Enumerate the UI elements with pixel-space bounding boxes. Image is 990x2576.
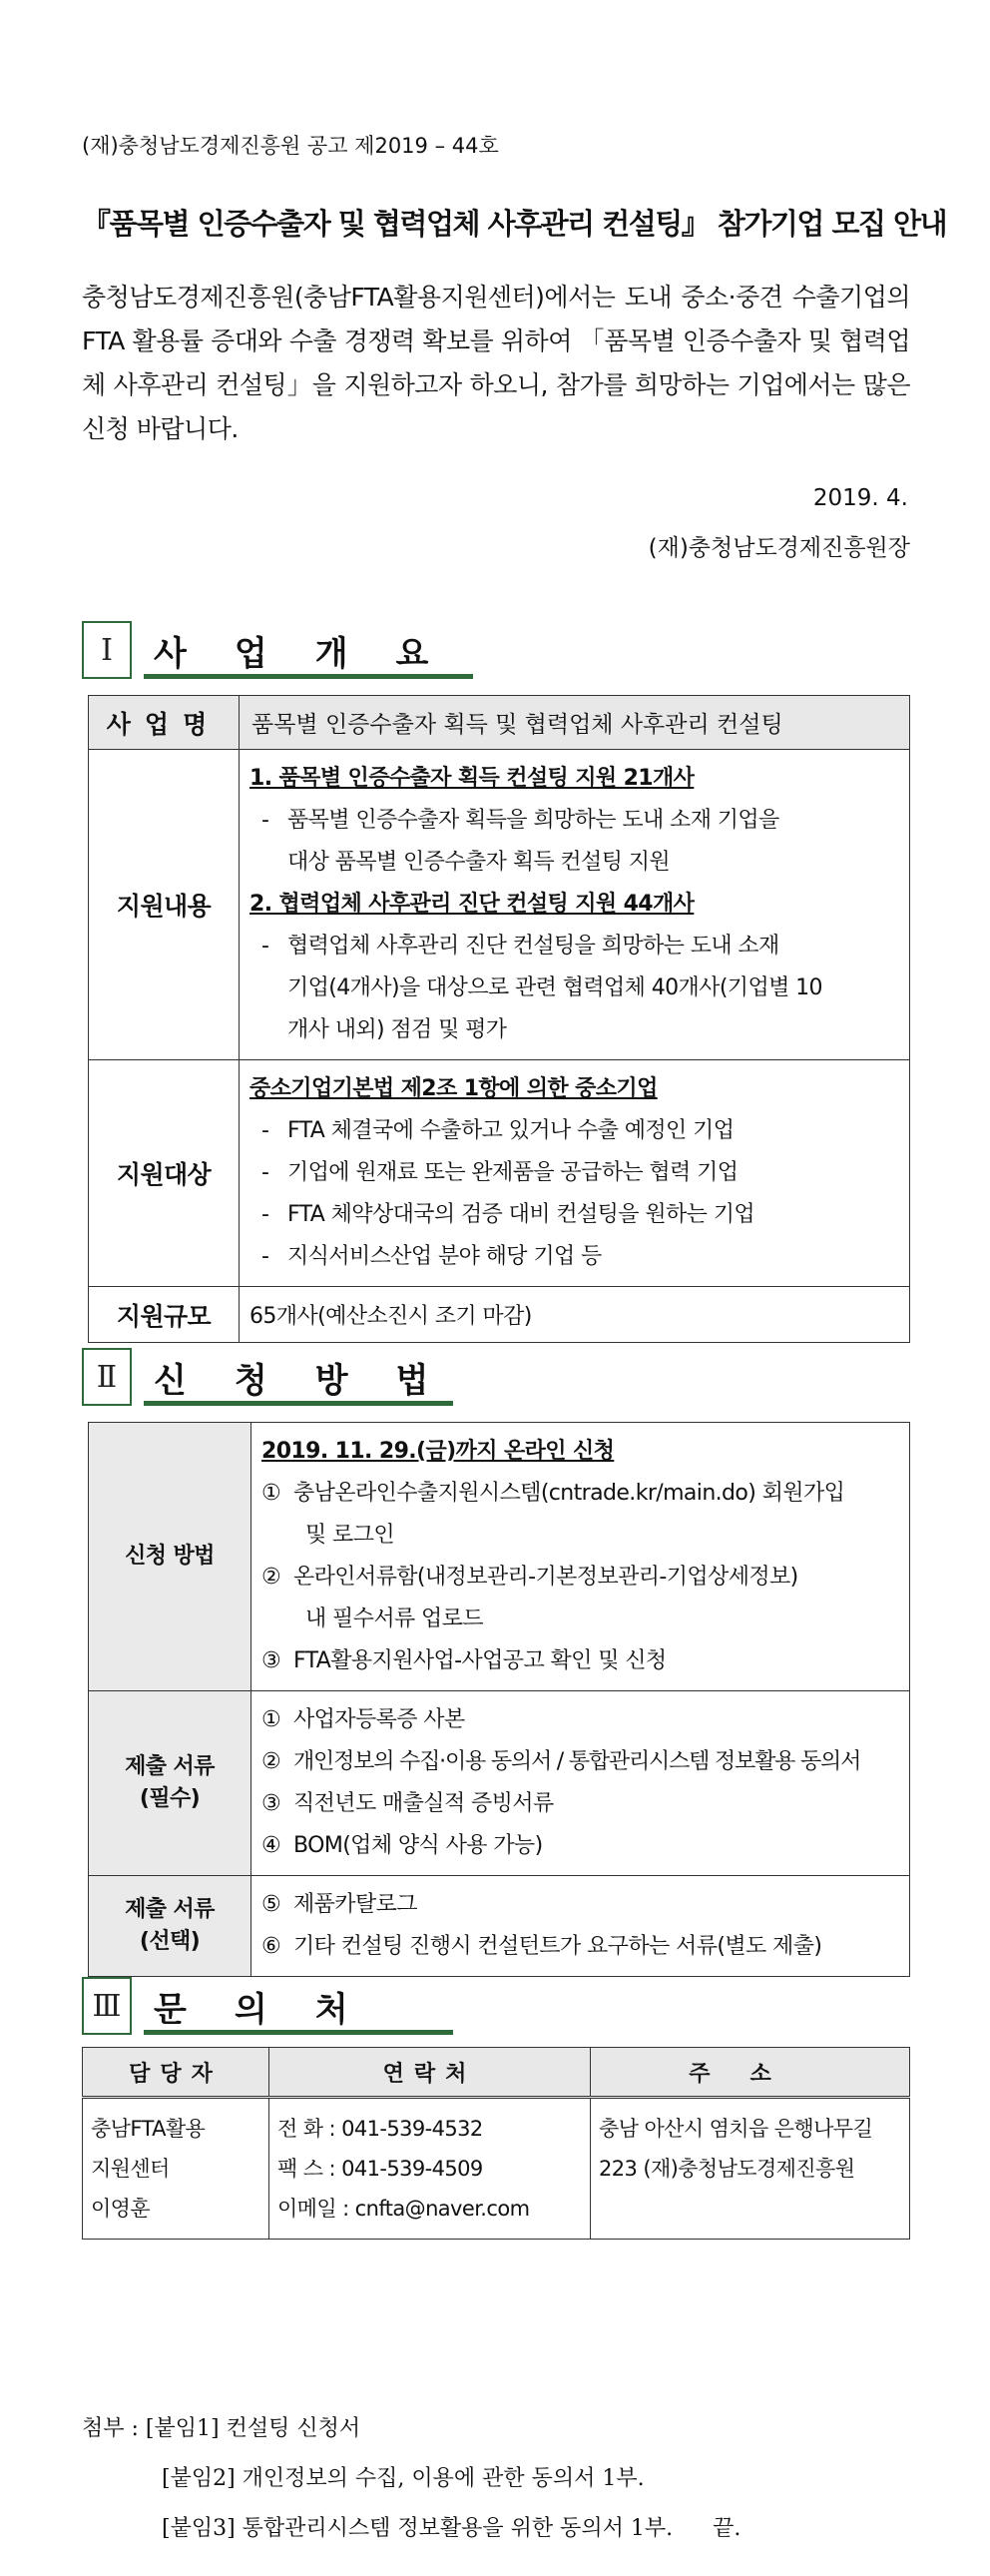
section-number: Ⅱ xyxy=(82,1348,132,1406)
table-row xyxy=(89,1287,910,1343)
col-header-person: 담당자 xyxy=(83,2048,269,2098)
table-row: 제출 서류 (선택) ⑤ 제품카탈로그 ⑥ 기타 컨설팅 진행시 컨설턴트가 요구하는 서류(별도 제출) xyxy=(89,1876,910,1977)
method-heading: 2019. 11. 29.(금)까지 온라인 신청 xyxy=(261,1439,615,1464)
support-heading-2: 2. 협력업체 사후관리 진단 컨설팅 지원 44개사 xyxy=(249,892,695,917)
required-doc: 개인정보의 수집·이용 동의서 / 통합관리시스템 정보활용 동의서 xyxy=(293,1749,861,1774)
attachment-item: [붙임2] 개인정보의 수집, 이용에 관한 동의서 1부. xyxy=(162,2466,645,2491)
target-heading: 중소기업기본법 제2조 1항에 의한 중소기업 xyxy=(249,1076,658,1101)
overview-table xyxy=(88,695,910,1343)
attachments-prefix: 첨부 : xyxy=(82,2416,146,2441)
method-step: 충남온라인수출지원시스템(cntrade.kr/main.do) 회원가입 xyxy=(293,1481,845,1506)
section-heading-overview xyxy=(82,621,477,679)
section-heading-application xyxy=(82,1348,477,1406)
table-row xyxy=(89,696,910,750)
section-title: 사업개요 xyxy=(154,633,477,674)
method-step-cont: 내 필수서류 업로드 xyxy=(305,1607,484,1631)
contact-fax: 팩 스 : 041-539-4509 xyxy=(277,2157,483,2181)
project-label: 사업명 xyxy=(89,696,240,750)
contact-person: 이영훈 xyxy=(91,2197,151,2221)
method-label: 신청 방법 xyxy=(89,1423,251,1691)
section-heading-contact xyxy=(82,1977,453,2035)
contact-table xyxy=(82,2047,910,2240)
table-row: 지원대상 중소기업기본법 제2조 1항에 의한 중소기업 - FTA 체결국에 수출하고 있거나 수출 예정인 기업 - 기업에 원재료 또는 완제품을 공급하는 협력 기업 - FTA 체약상대국의 검증 대비 컨설팅을 원하는 기업 - 지식서비스산업 분야 해당 기업 등 xyxy=(89,1060,910,1287)
section-number: Ⅲ xyxy=(82,1977,132,2035)
required-docs-label: 제출 서류 xyxy=(125,1754,215,1779)
table-row: 제출 서류 (필수) ① 사업자등록증 사본 ② 개인정보의 수집·이용 동의서 / 통합관리시스템 정보활용 동의서 ③ 직전년도 매출실적 증빙서류 ④ BOM(업체 양식 사용 가능) xyxy=(89,1691,910,1876)
table-header-row xyxy=(83,2048,910,2098)
method-step-cont: 및 로그인 xyxy=(305,1523,395,1548)
target-item: 지식서비스산업 분야 해당 기업 등 xyxy=(287,1244,602,1269)
optional-doc: 제품카탈로그 xyxy=(293,1892,417,1917)
method-step: 온라인서류함(내정보관리-기본정보관리-기업상세정보) xyxy=(293,1565,798,1590)
col-header-contact: 연락처 xyxy=(269,2048,591,2098)
support-bullet: 품목별 인증수출자 획득을 희망하는 도내 소재 기업을 xyxy=(287,808,779,833)
support-heading-1: 1. 품목별 인증수출자 획득 컨설팅 지원 21개사 xyxy=(249,766,695,791)
section-underline xyxy=(144,1401,453,1406)
optional-doc: 기타 컨설팅 진행시 컨설턴트가 요구하는 서류(별도 제출) xyxy=(293,1934,822,1959)
section-underline xyxy=(144,674,473,679)
support-bullet-cont: 대상 품목별 인증수출자 획득 컨설팅 지원 xyxy=(287,850,671,875)
attachment-item: [붙임1] 컨설팅 신청서 xyxy=(145,2416,361,2441)
required-doc: 사업자등록증 사본 xyxy=(293,1707,465,1732)
method-step: FTA활용지원사업-사업공고 확인 및 신청 xyxy=(293,1648,667,1673)
target-item: FTA 체약상대국의 검증 대비 컨설팅을 원하는 기업 xyxy=(287,1202,754,1227)
page-title: 『품목별 인증수출자 및 협력업체 사후관리 컨설팅』 참가기업 모집 안내 xyxy=(82,207,947,241)
required-doc: BOM(업체 양식 사용 가능) xyxy=(293,1833,543,1858)
attachments xyxy=(82,2404,741,2554)
section-title: 신청방법 xyxy=(154,1360,477,1401)
target-label: 지원대상 xyxy=(89,1060,240,1287)
address-line: 충남 아산시 염치읍 은행나무길 xyxy=(599,2117,873,2141)
contact-org: 충남FTA활용 xyxy=(91,2117,206,2141)
table-row: 신청 방법 2019. 11. 29.(금)까지 온라인 신청 ① 충남온라인수출지원시스템(cntrade.kr/main.do) 회원가입 및 로그인 ② 온라인서류함(내정보관리-기본정보관리-기업상세정보) 내 필수서류 업로드 ③ FTA활용지원사업-사업공고 확인 및 신청 xyxy=(89,1423,910,1691)
attachment-item: [붙임3] 통합관리시스템 정보활용을 위한 동의서 1부. xyxy=(162,2516,674,2541)
table-row xyxy=(83,2098,910,2240)
application-table xyxy=(88,1422,910,1977)
address-line: 223 (재)충청남도경제진흥원 xyxy=(599,2157,855,2181)
section-underline xyxy=(144,2030,453,2035)
required-docs-sublabel: (필수) xyxy=(139,1786,201,1811)
target-item: 기업에 원재료 또는 완제품을 공급하는 협력 기업 xyxy=(287,1160,739,1185)
intro-paragraph: 충청남도경제진흥원(충남FTA활용지원센터)에서는 도내 중소·중견 수출기업의 FTA 활용률 증대와 수출 경쟁력 확보를 위하여 「품목별 인증수출자 및 협력업체 사후관리 컨설팅」을 지원하고자 하오니, 참가를 희망하는 기업에서는 많은 신청 바랍니다. xyxy=(82,283,910,443)
optional-docs-label: 제출 서류 xyxy=(125,1897,215,1922)
support-bullet-cont: 기업(4개사)을 대상으로 관련 협력업체 40개사(기업별 10 xyxy=(287,975,822,1000)
scale-label: 지원규모 xyxy=(89,1287,240,1343)
notice-number: (재)충청남도경제진흥원 공고 제2019 – 44호 xyxy=(82,134,499,158)
support-label: 지원내용 xyxy=(89,750,240,1060)
contact-org: 지원센터 xyxy=(91,2157,170,2181)
support-bullet-cont: 개사 내외) 점검 및 평가 xyxy=(287,1017,507,1042)
end-mark: 끝. xyxy=(713,2516,742,2541)
section-number: Ⅰ xyxy=(82,621,132,679)
table-row: 지원내용 1. 품목별 인증수출자 획득 컨설팅 지원 21개사 - 품목별 인증수출자 획득을 희망하는 도내 소재 기업을 대상 품목별 인증수출자 획득 컨설팅 지원 2. 협력업체 사후관리 진단 컨설팅 지원 44개사 - 협력업체 사후관리 진단 컨설팅을 희망하는 도내 소재 기업(4개사)을 대상으로 관련 협력업체 40개사(기업별 10 개사 내외) 점검 및 평가 xyxy=(89,750,910,1060)
col-header-address: 주소 xyxy=(591,2048,910,2098)
optional-docs-sublabel: (선택) xyxy=(139,1929,201,1954)
scale-value: 65개사(예산소진시 조기 마감) xyxy=(240,1287,910,1343)
support-bullet: 협력업체 사후관리 진단 컨설팅을 희망하는 도내 소재 xyxy=(287,934,779,959)
section-title: 문의처 xyxy=(154,1989,396,2030)
project-value: 품목별 인증수출자 획득 및 협력업체 사후관리 컨설팅 xyxy=(240,696,910,750)
target-item: FTA 체결국에 수출하고 있거나 수출 예정인 기업 xyxy=(287,1118,735,1143)
issuer: (재)충청남도경제진흥원장 xyxy=(648,535,910,561)
required-doc: 직전년도 매출실적 증빙서류 xyxy=(293,1791,554,1816)
contact-phone: 전 화 : 041-539-4532 xyxy=(277,2117,483,2141)
notice-date: 2019. 4. xyxy=(812,485,908,511)
contact-email[interactable]: 이메일 : cnfta@naver.com xyxy=(277,2197,530,2221)
